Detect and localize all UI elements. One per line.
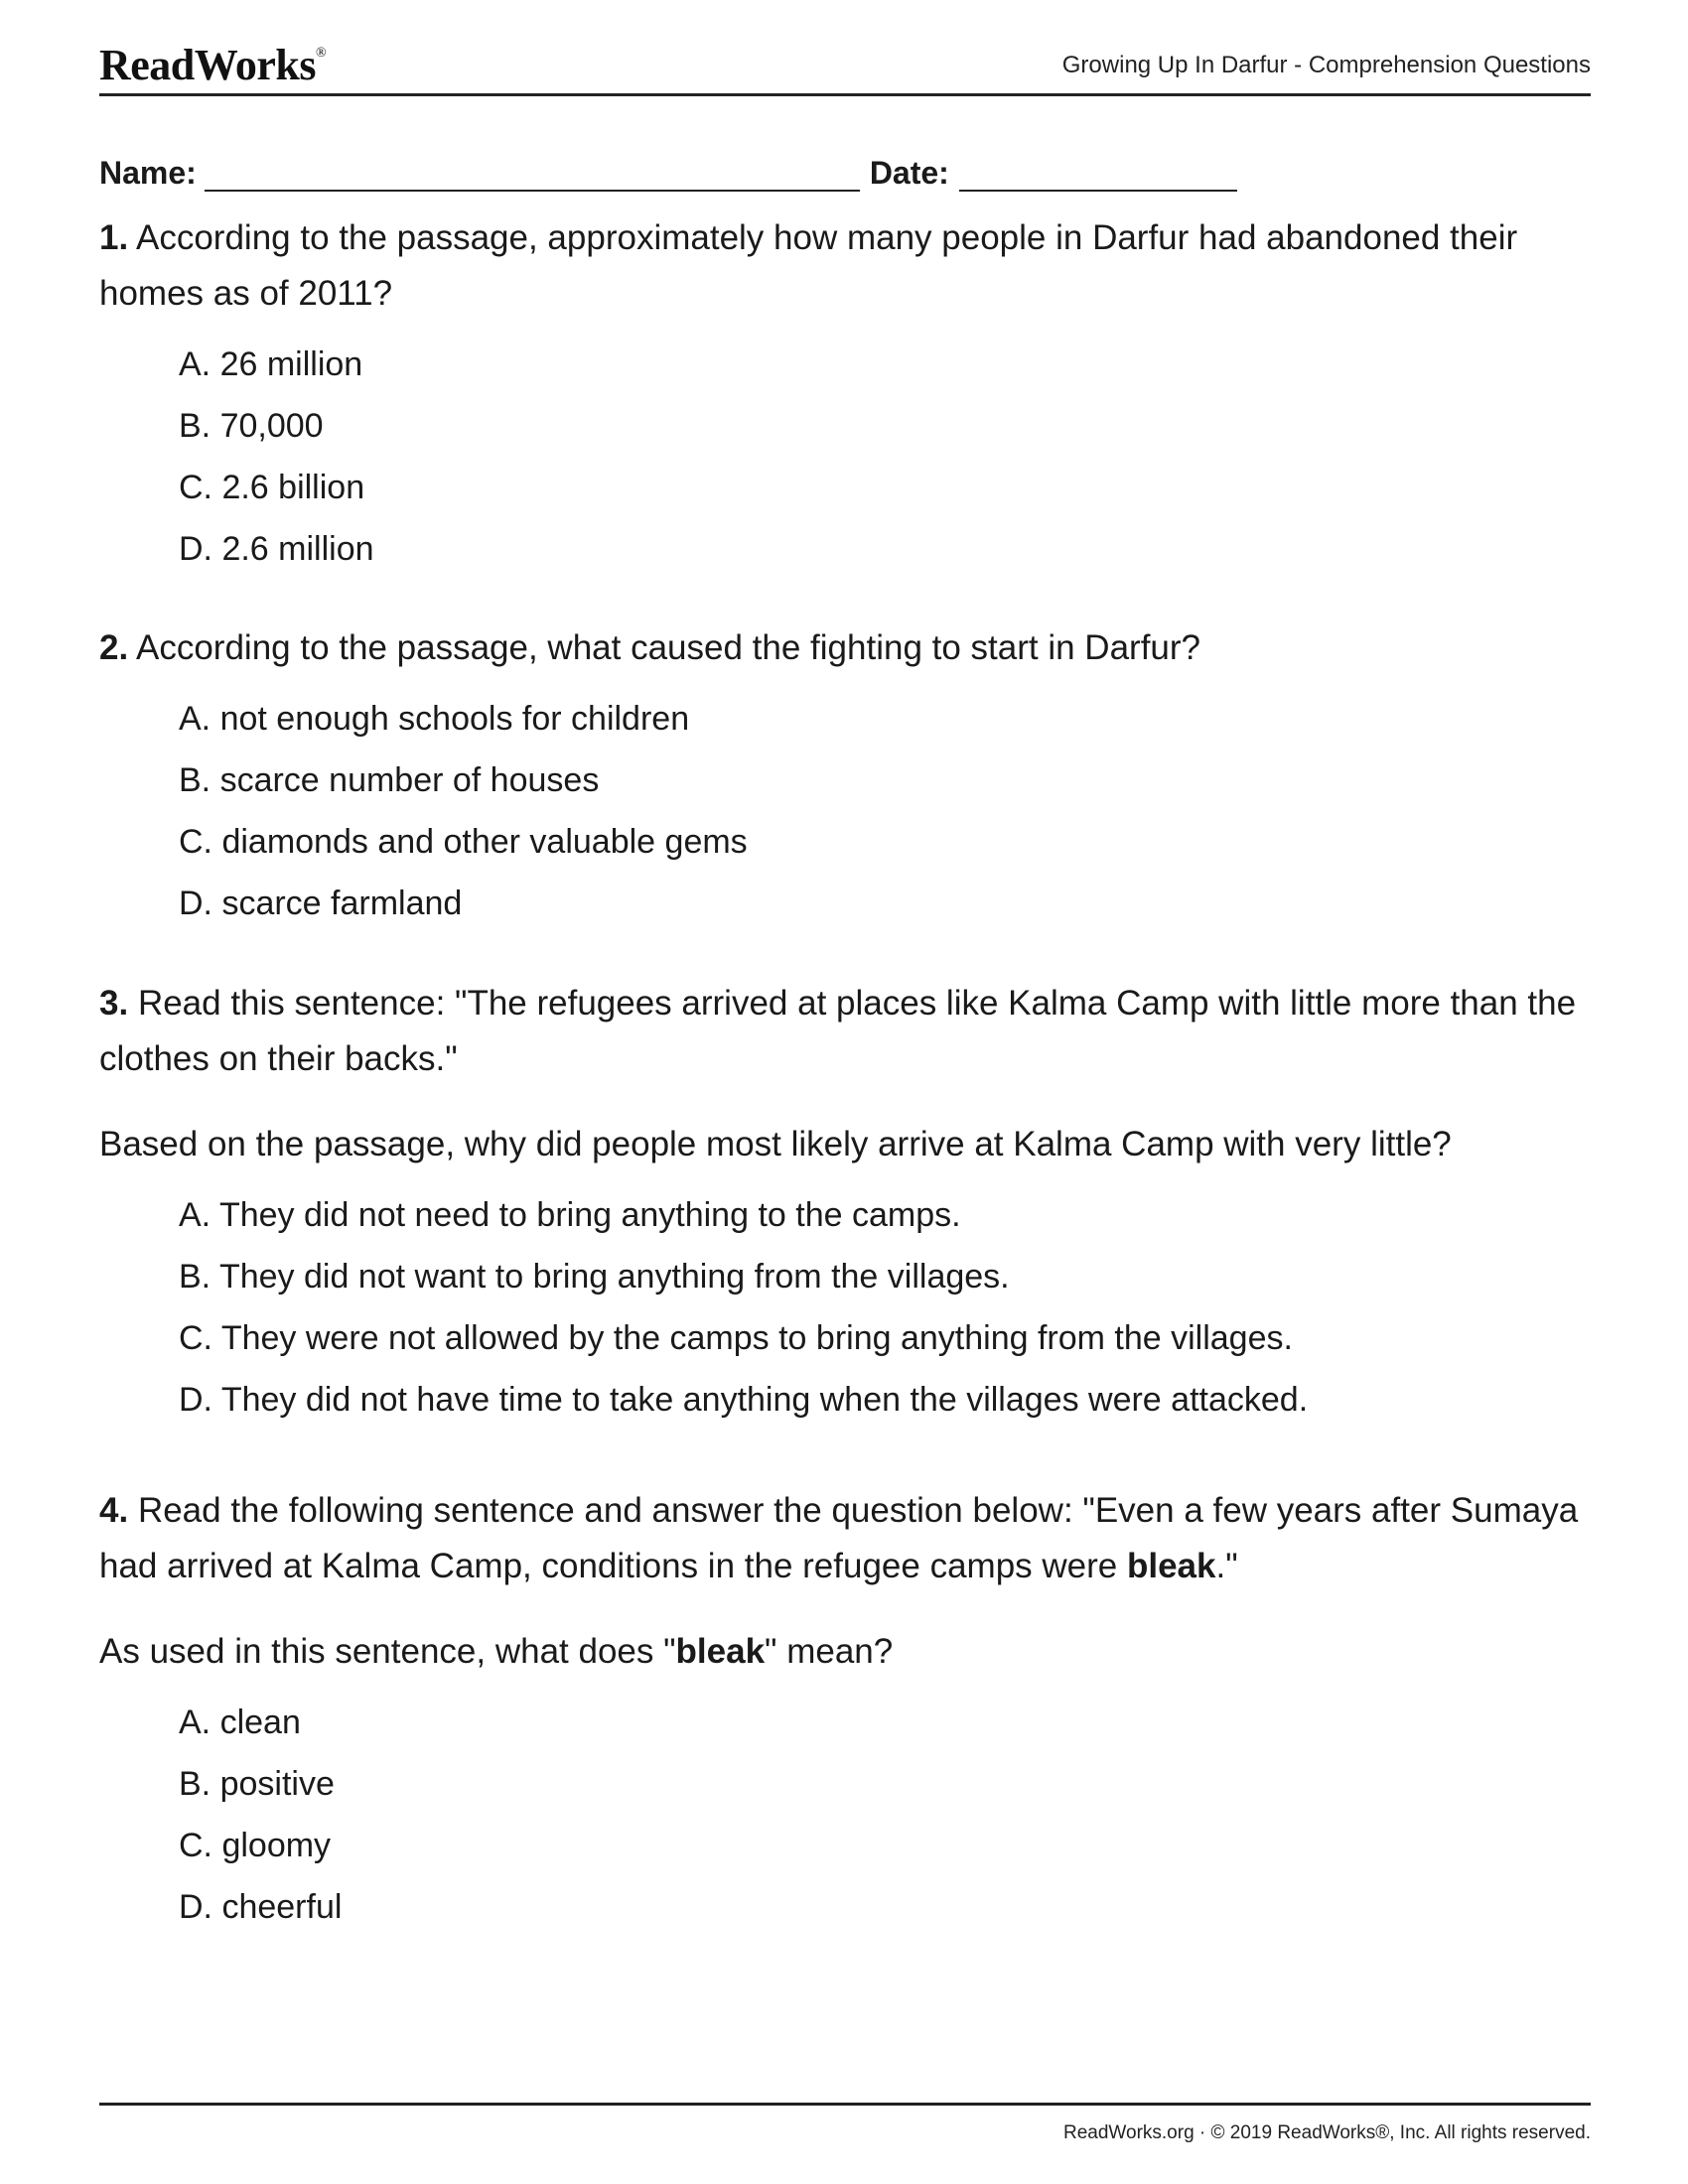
option-a[interactable]: A. clean bbox=[179, 1704, 301, 1741]
option-a[interactable]: A. 26 million bbox=[179, 345, 363, 383]
name-label: Name: bbox=[99, 155, 197, 191]
question-text: According to the passage, approximately how many people in Darfur had abandoned their homes as of 2011? bbox=[99, 218, 1518, 313]
page-header bbox=[99, 38, 1591, 96]
name-field[interactable] bbox=[205, 160, 860, 192]
vocab-word: bleak bbox=[675, 1632, 766, 1671]
footer-copyright: ReadWorks.org · © 2019 ReadWorks®, Inc. All rights reserved. bbox=[1062, 2122, 1591, 2143]
vocab-word: bleak bbox=[1126, 1547, 1216, 1585]
option-c[interactable]: C. They were not allowed by the camps to bring anything from the villages. bbox=[179, 1319, 1293, 1357]
question-number: 1. bbox=[99, 218, 129, 257]
question-1 bbox=[99, 210, 1609, 580]
option-d[interactable]: D. cheerful bbox=[179, 1888, 343, 1926]
question-text: Read this sentence: "The refugees arrived at places like Kalma Camp with little more than the clothes on their backs." bbox=[99, 984, 1577, 1078]
question-prompt bbox=[99, 1483, 1609, 1594]
date-label: Date: bbox=[869, 155, 949, 191]
option-c[interactable]: C. diamonds and other valuable gems bbox=[179, 823, 748, 861]
date-field[interactable] bbox=[959, 160, 1237, 192]
option-b[interactable]: B. 70,000 bbox=[179, 407, 324, 445]
option-c[interactable]: C. 2.6 billion bbox=[179, 469, 365, 506]
option-b[interactable]: B. positive bbox=[179, 1765, 335, 1803]
document-title: Growing Up In Darfur - Comprehension Questions bbox=[1061, 52, 1591, 78]
option-d[interactable]: D. scarce farmland bbox=[179, 885, 463, 922]
name-date-row bbox=[99, 155, 1237, 192]
question-number: 2. bbox=[99, 628, 129, 667]
question-prompt bbox=[99, 620, 1609, 676]
answer-options bbox=[99, 334, 1609, 580]
option-d[interactable]: D. They did not have time to take anything when the villages were attacked. bbox=[179, 1381, 1309, 1419]
question-subtext: Based on the passage, why did people most likely arrive at Kalma Camp with very little? bbox=[99, 1125, 1452, 1163]
option-c[interactable]: C. gloomy bbox=[179, 1827, 332, 1864]
answer-options bbox=[99, 1184, 1609, 1431]
footer-divider bbox=[99, 2103, 1591, 2106]
option-b[interactable]: B. They did not want to bring anything from the villages. bbox=[179, 1258, 1010, 1296]
question-3 bbox=[99, 976, 1609, 1431]
question-number: 4. bbox=[99, 1491, 129, 1530]
question-text: According to the passage, what caused the fighting to start in Darfur? bbox=[136, 628, 1201, 667]
question-subtext: As used in this sentence, what does "bleak" mean? bbox=[99, 1632, 894, 1671]
answer-options bbox=[99, 688, 1609, 934]
option-a[interactable]: A. They did not need to bring anything to the camps. bbox=[179, 1196, 961, 1234]
question-prompt bbox=[99, 210, 1609, 322]
option-b[interactable]: B. scarce number of houses bbox=[179, 761, 600, 799]
question-prompt bbox=[99, 976, 1609, 1087]
question-text: Read the following sentence and answer the question below: "Even a few years after Sumaya had arrived at Kalma Camp, conditions in the refugee camps were bbox=[99, 1491, 1579, 1585]
answer-options bbox=[99, 1692, 1609, 1938]
readworks-logo: ReadWorks® bbox=[99, 41, 327, 89]
question-text-end: ." bbox=[1215, 1547, 1238, 1585]
question-2 bbox=[99, 620, 1609, 934]
question-4 bbox=[99, 1483, 1609, 1938]
option-a[interactable]: A. not enough schools for children bbox=[179, 700, 690, 738]
question-number: 3. bbox=[99, 984, 129, 1023]
option-d[interactable]: D. 2.6 million bbox=[179, 530, 374, 568]
